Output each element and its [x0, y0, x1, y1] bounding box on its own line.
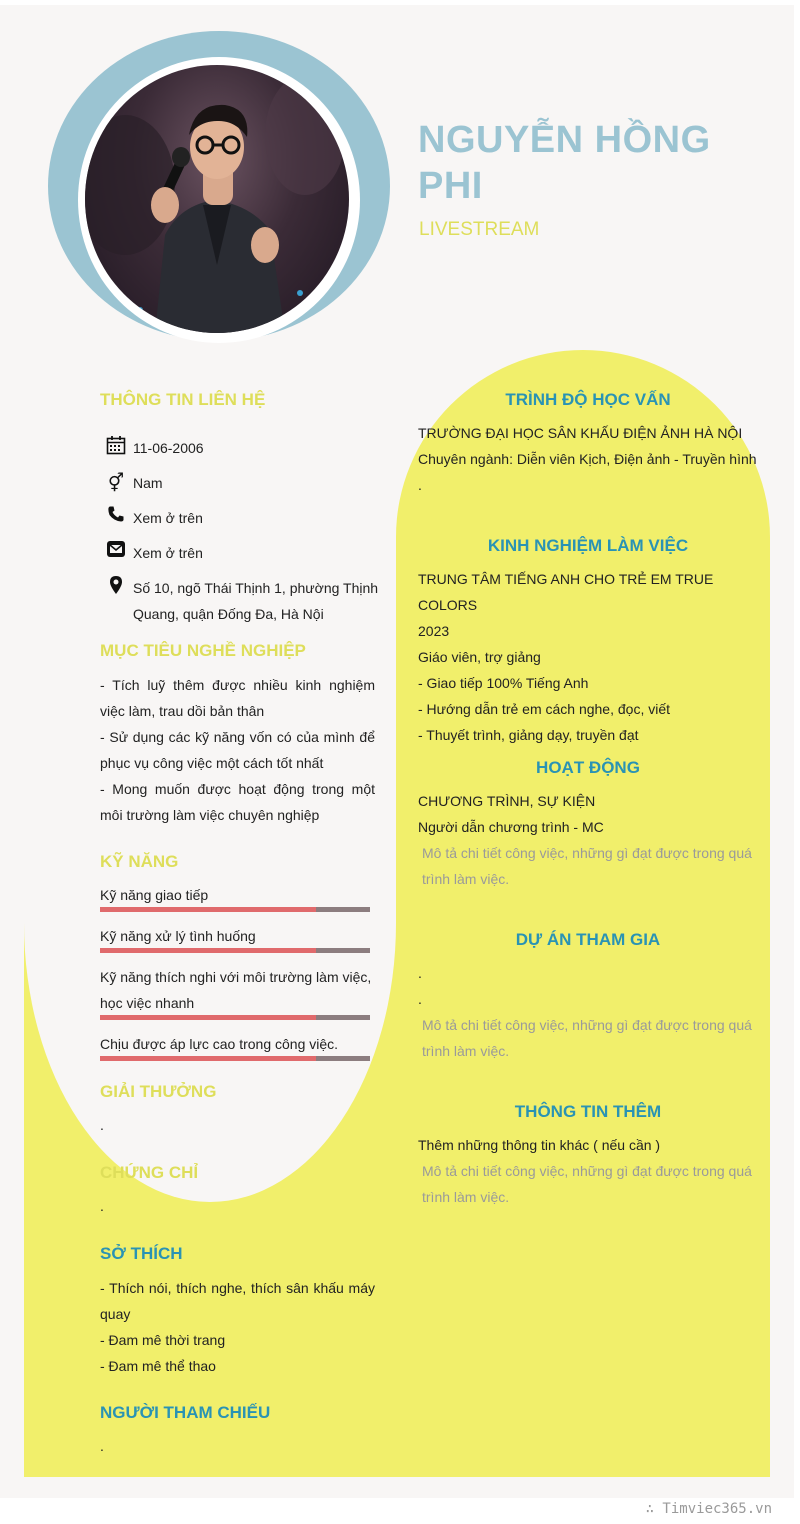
experience-year: 2023 — [418, 623, 450, 639]
skill-bar — [100, 1015, 370, 1020]
education-section-title: TRÌNH ĐỘ HỌC VẤN — [505, 390, 671, 409]
experience-detail: - Hướng dẫn trẻ em cách nghe, đọc, viết — [418, 701, 671, 717]
activities-block — [418, 788, 768, 892]
certificates-section-title: CHỨNG CHỈ — [100, 1163, 199, 1182]
phone-icon — [104, 505, 128, 529]
candidate-name: NGUYỄN HỒNG PHI — [418, 119, 711, 207]
hobbies-text — [100, 1275, 375, 1379]
contact-gender-text: Nam — [133, 475, 163, 491]
email-icon — [104, 540, 128, 564]
gender-icon: ⚥ — [107, 473, 125, 493]
certificates-text: . — [100, 1198, 104, 1214]
awards-section-title: GIẢI THƯỞNG — [100, 1082, 217, 1101]
projects-section-title: DỰ ÁN THAM GIA — [515, 930, 661, 949]
objective-text — [100, 672, 375, 828]
skill-bar — [100, 907, 370, 912]
activities-section-title: HOẠT ĐỘNG — [536, 758, 640, 777]
hobbies-section-title: SỞ THÍCH — [100, 1244, 183, 1263]
education-block — [418, 420, 768, 498]
skill-name: Chịu được áp lực cao trong công việc. — [100, 1036, 339, 1052]
objective-section-title: MỤC TIÊU NGHỀ NGHIỆP — [100, 641, 306, 660]
activities-role: Người dẫn chương trình - MC — [418, 819, 604, 835]
projects-description: Mô tả chi tiết công việc, những gì đạt được trong quá trình làm việc. — [422, 1017, 752, 1059]
skill-bar-fill — [100, 1056, 316, 1061]
additional-description: Mô tả chi tiết công việc, những gì đạt được trong quá trình làm việc. — [422, 1163, 752, 1205]
hobby-line: - Đam mê thời trang — [100, 1332, 226, 1348]
skill-name: Kỹ năng xử lý tình huống — [100, 928, 256, 944]
activities-description: Mô tả chi tiết công việc, những gì đạt được trong quá trình làm việc. — [422, 845, 752, 887]
education-major: Chuyên ngành: Diễn viên Kịch, Điện ảnh - Truyền hình — [418, 451, 757, 467]
skill-bar-fill — [100, 1015, 316, 1020]
hobby-line: - Đam mê thể thao — [100, 1358, 216, 1374]
skills-section-title: KỸ NĂNG — [100, 852, 179, 871]
experience-block — [418, 566, 768, 748]
education-school: TRƯỜNG ĐẠI HỌC SÂN KHẤU ĐIỆN ẢNH HÀ NỘI — [418, 425, 743, 441]
awards-text: . — [100, 1117, 104, 1133]
experience-company: TRUNG TÂM TIẾNG ANH CHO TRẺ EM TRUE COLORS — [418, 571, 714, 613]
skill-name: Kỹ năng giao tiếp — [100, 887, 209, 903]
experience-role: Giáo viên, trợ giảng — [418, 649, 541, 665]
cv-page — [0, 5, 794, 1498]
projects-block — [418, 960, 768, 1064]
skill-bar-fill — [100, 948, 316, 953]
hobby-line: - Thích nói, thích nghe, thích sân khấu máy quay — [100, 1280, 375, 1322]
objective-line: - Tích luỹ thêm được nhiều kinh nghiệm việc làm, trau dồi bản thân — [100, 677, 375, 719]
experience-detail: - Giao tiếp 100% Tiếng Anh — [418, 675, 589, 691]
experience-section-title: KINH NGHIỆM LÀM VIỆC — [487, 536, 689, 555]
contact-birthday-text: 11-06-2006 — [133, 440, 204, 456]
projects-line: . — [418, 965, 422, 981]
activities-org: CHƯƠNG TRÌNH, SỰ KIỆN — [418, 793, 596, 809]
location-icon — [104, 575, 128, 599]
additional-text: Thêm những thông tin khác ( nếu cần ) — [418, 1137, 661, 1153]
additional-block — [418, 1132, 768, 1210]
watermark: ∴ Timviec365.vn — [645, 1501, 772, 1517]
contact-address-text: Số 10, ngõ Thái Thịnh 1, phường Thịnh Quang, quận Đống Đa, Hà Nội — [133, 580, 379, 622]
skill-name: Kỹ năng thích nghi với môi trường làm việc, học việc nhanh — [100, 969, 372, 1011]
skill-bar-fill — [100, 907, 316, 912]
education-extra: . — [418, 477, 422, 493]
references-section-title: NGƯỜI THAM CHIẾU — [100, 1403, 271, 1422]
experience-detail: - Thuyết trình, giảng dạy, truyền đạt — [418, 727, 639, 743]
skill-bar — [100, 948, 370, 953]
contact-section-title: THÔNG TIN LIÊN HỆ — [100, 390, 266, 409]
avatar — [85, 65, 349, 333]
projects-line: . — [418, 991, 422, 1007]
calendar-icon — [104, 435, 128, 459]
objective-line: - Mong muốn được hoạt động trong một môi trường làm việc chuyên nghiệp — [100, 781, 375, 823]
candidate-position: LIVESTREAM — [419, 219, 540, 240]
additional-section-title: THÔNG TIN THÊM — [514, 1102, 662, 1121]
references-text: . — [100, 1438, 104, 1454]
objective-line: - Sử dụng các kỹ năng vốn có của mình để phục vụ công việc một cách tốt nhất — [100, 729, 375, 771]
contact-phone-text: Xem ở trên — [133, 510, 203, 526]
skill-bar — [100, 1056, 370, 1061]
contact-email-text: Xem ở trên — [133, 545, 203, 561]
